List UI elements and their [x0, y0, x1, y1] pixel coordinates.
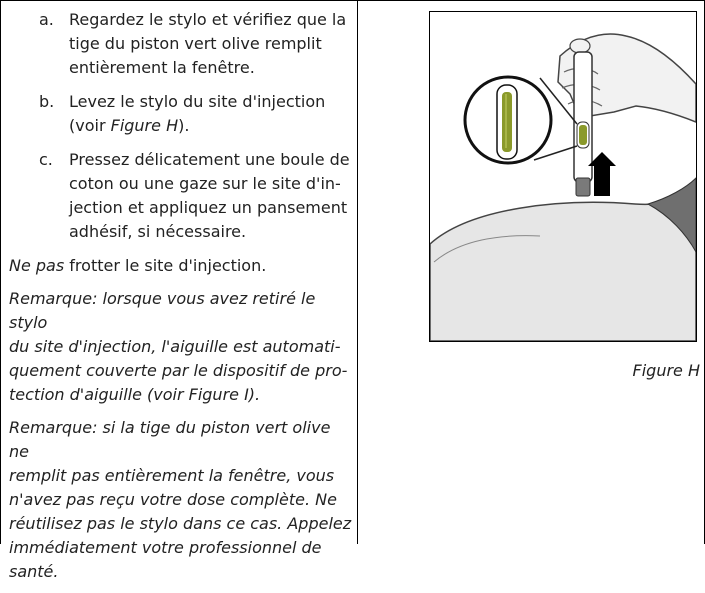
- note-line: réutilisez pas le stylo dans ce cas. Appelez: [9, 514, 352, 533]
- step-text-line: tige du piston vert olive remplit: [69, 34, 322, 53]
- figure-h-illustration: [429, 11, 697, 342]
- pen-removal-drawing: [430, 12, 696, 341]
- step-a: [9, 8, 354, 80]
- warning-emphasis: Ne pas: [9, 256, 65, 275]
- step-marker: a.: [39, 10, 54, 29]
- note-incomplete-dose: [9, 416, 354, 584]
- warning-text: frotter le site d'injection.: [64, 256, 267, 275]
- step-text-line: entièrement la fenêtre.: [69, 58, 255, 77]
- step-c: [9, 148, 354, 244]
- step-text-line: Regardez le stylo et vérifiez que la: [69, 10, 347, 29]
- plunger-indicator: [579, 125, 587, 145]
- figure-reference: Figure H: [110, 116, 179, 135]
- step-text-line: [69, 114, 354, 138]
- step-text-line: adhésif, si nécessaire.: [69, 222, 247, 241]
- note-line: santé.: [9, 562, 59, 581]
- note-line: quement couverte par le dispositif de pro-: [9, 361, 348, 380]
- note-line: immédiatement votre professionnel de: [9, 538, 322, 557]
- note-line: Remarque: si la tige du piston vert olive ne: [9, 418, 331, 461]
- instructions-column: [9, 8, 354, 593]
- skin-shoulder: [430, 188, 696, 341]
- table-column-divider: [357, 0, 358, 544]
- table-border-left: [0, 0, 1, 544]
- figure-caption: Figure H: [632, 361, 700, 380]
- step-marker: b.: [39, 92, 55, 111]
- step-text-line: coton ou une gaze sur le site d'in-: [69, 174, 341, 193]
- step-b: [9, 90, 354, 138]
- note-line: n'avez pas reçu votre dose complète. Ne: [9, 490, 337, 509]
- note-line: tection d'aiguille (voir Figure I).: [9, 385, 261, 404]
- step-text-line: Pressez délicatement une boule de: [69, 150, 350, 169]
- injection-pen: [574, 52, 592, 182]
- table-border-top: [0, 0, 705, 1]
- step-text: ).: [178, 116, 190, 135]
- needle-cover: [576, 178, 590, 196]
- step-text-line: jection et appliquez un pansement: [69, 198, 348, 217]
- no-rub-warning: [9, 254, 354, 278]
- note-needle-cover: [9, 287, 354, 407]
- note-line: remplit pas entièrement la fenêtre, vous: [9, 466, 335, 485]
- plunger-highlight: [505, 94, 507, 148]
- note-line: du site d'injection, l'aiguille est automati-: [9, 337, 341, 356]
- step-text: (voir: [69, 116, 111, 135]
- step-text-line: Levez le stylo du site d'injection: [69, 92, 326, 111]
- step-marker: c.: [39, 150, 53, 169]
- thumb-drawing: [570, 39, 590, 53]
- note-line: Remarque: lorsque vous avez retiré le stylo: [9, 289, 316, 332]
